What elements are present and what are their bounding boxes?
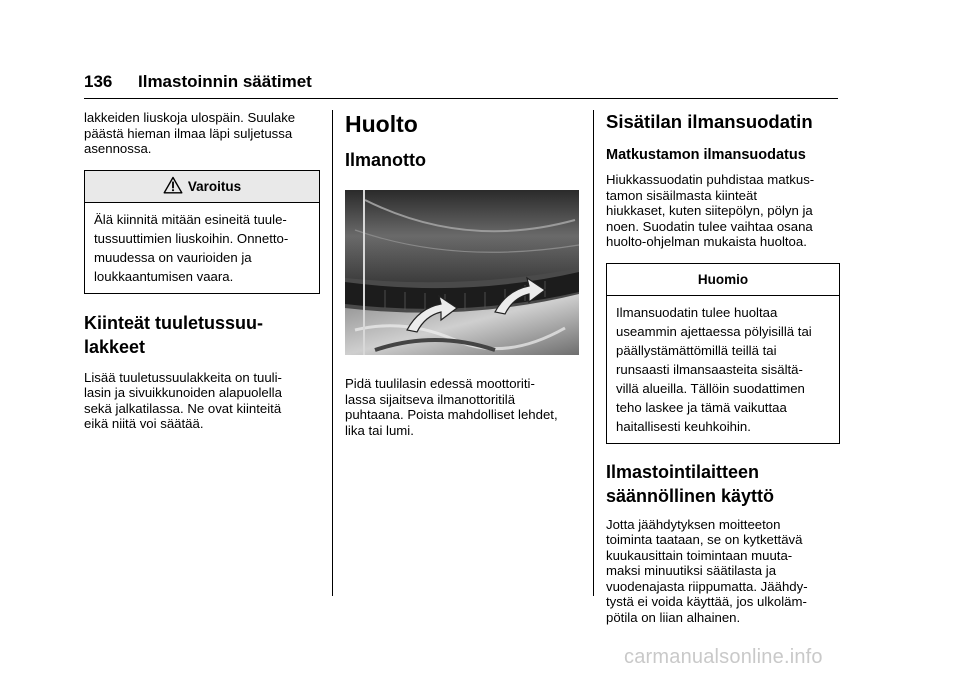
- warning-text: Älä kiinnitä mitään esineitä tuule- tussuuttimien liuskoihin. Onnetto- muudessa on vaurioiden ja loukkaantumisen vaara.: [94, 211, 289, 284]
- ac-operation-paragraph: Jotta jäähdytyksen moitteeton toiminta taataan, se on kytkettävä kuukausittain toimintaan muuta- maksi minuutiksi säätilasta ja vuodenajasta riippumatta. Jäähdy- tystä ei voida käyttää, jos ulkoläm- pötila on liian alhainen.: [606, 516, 808, 625]
- page-number: 136: [84, 72, 113, 91]
- warning-triangle-icon: [163, 176, 183, 194]
- fixed-vents-paragraph: Lisää tuuletussuulakkeita on tuuli- lasin ja sivuikkunoiden alapuolella sekä jalkatilassa. Ne ovat kiinteitä eikä niitä voi säätää.: [84, 369, 282, 431]
- column-divider-1: [332, 110, 333, 596]
- column-3: [606, 110, 840, 625]
- notice-box: [606, 263, 840, 444]
- header-rule: [84, 98, 838, 99]
- page-header: [84, 70, 838, 98]
- air-intake-photo-icon: [345, 190, 579, 355]
- notice-title: Huomio: [607, 264, 839, 296]
- fixed-vents-heading: Kiinteät tuuletussuu- lakkeet: [84, 312, 263, 357]
- cabin-filter-paragraph: Hiukkassuodatin puhdistaa matkus- tamon sisäilmasta kiinteät hiukkaset, kuten siitepölyn, pölyn ja noen. Suodatin tulee vaihtaa osana huolto-ohjelman mukaista huoltoa.: [606, 172, 815, 249]
- section-heading-huolto: Huolto: [345, 111, 418, 137]
- warning-title: Varoitus: [187, 178, 242, 194]
- column-2: [345, 110, 579, 438]
- column-divider-2: [593, 110, 594, 596]
- air-intake-paragraph: Pidä tuulilasin edessä moottoriti- lassa sijaitseva ilmanottoritilä puhtaana. Poista mahdolliset lehdet, lika tai lumi.: [345, 376, 558, 438]
- ac-operation-heading: Ilmastointilaitteen säännöllinen käyttö: [606, 461, 775, 506]
- chapter-title: Ilmastoinnin säätimet: [138, 72, 312, 91]
- watermark: carmanualsonline.info: [624, 646, 823, 668]
- column-1: [84, 110, 320, 432]
- warning-box-header: [85, 171, 319, 203]
- subheading-cabin-filtration: Matkustamon ilmansuodatus: [606, 147, 806, 163]
- continued-paragraph: lakkeiden liuskoja ulospäin. Suulake päästä hieman ilmaa läpi suljetussa asennossa.: [84, 110, 296, 156]
- notice-text: Ilmansuodatin tulee huoltaa useammin ajettaessa pölyisillä tai päällystämättömillä teillä tai runsaasti ilmansaasteita sisältä- villä alueilla. Tällöin suodattimen teho laskee ja tämä vaikuttaa haitallisesti keuhkoihin.: [616, 304, 812, 434]
- warning-box: [84, 170, 320, 294]
- section-heading-cabin-filter: Sisätilan ilmansuodatin: [606, 111, 813, 132]
- subheading-ilmanotto: Ilmanotto: [345, 150, 426, 170]
